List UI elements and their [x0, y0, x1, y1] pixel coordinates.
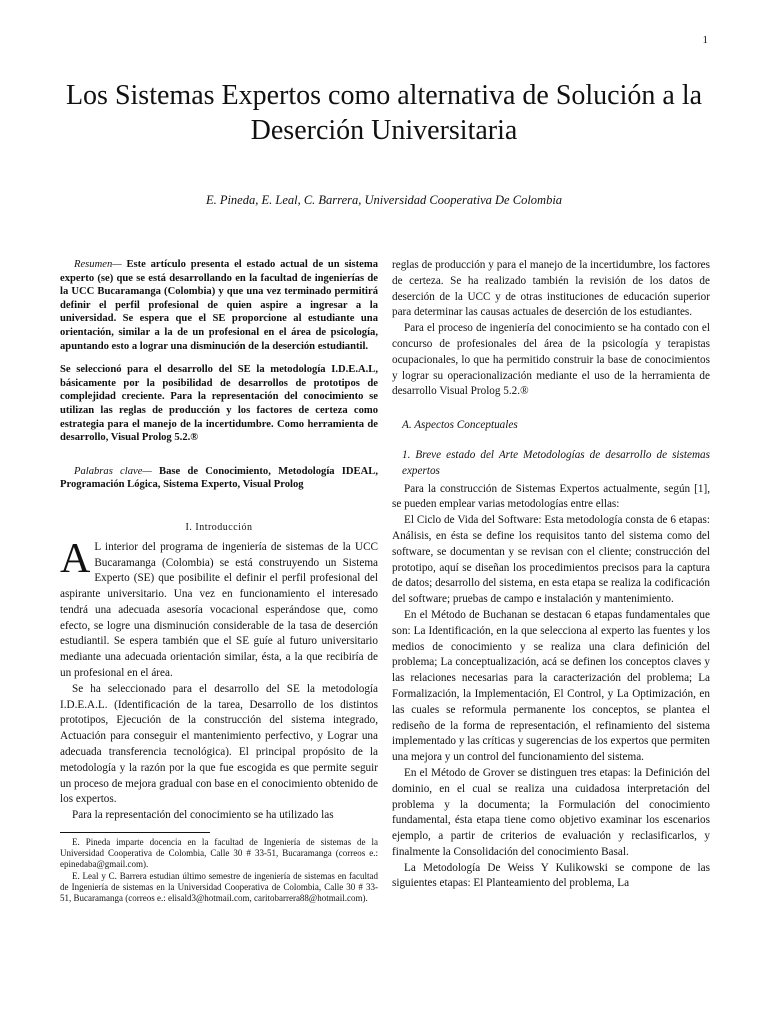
subsubsection-heading-1: 1. Breve estado del Arte Metodologías de desarrollo de sistemas expertos [402, 448, 710, 477]
footnote-divider [60, 832, 210, 833]
footnote-2: E. Leal y C. Barrera estudian último semestre de ingeniería de sistemas en facultad de Ingeniería de sistemas en la Universidad Cooperativa de Colombia, Calle 30 # 33-51, Bucaramanga (correos e.: elisald3@hotmail.com, caritobarrera88@hotmail.com). [60, 870, 378, 904]
abstract-lead: Resumen— [74, 259, 122, 270]
left-column [60, 258, 378, 904]
abstract [60, 258, 378, 353]
abstract-text: Este artículo presenta el estado actual de un sistema experto (se) que se está desarrollando en la facultad de ingenierías de la UCC Bucaramanga (Colombia) y que una vez terminado permitirá definir el perfil profesional de quien aspire a ingresar a la universidad. Se espera que el SE proporcione al estudiante una orientación, similar a la de un profesional en el área de psicología, apuntando esto a lograr una disminución de la deserción estudiantil. [60, 259, 378, 352]
paper-title: Los Sistemas Expertos como alternativa de Solución a la Deserción Universitaria [65, 80, 703, 146]
intro-paragraph-3: Para la representación del conocimiento se ha utilizado las [72, 809, 334, 822]
right-paragraph-5: En el Método de Buchanan se destacan 6 etapas fundamentales que son: La Identificación, en la que selecciona al experto las fuentes y los medios de conocimiento y se realiza una clara definición del problema; La conceptualización, acá se definen los conceptos claves y las relaciones necesarias para la caracterización del problema; La Formalización, la Implementación, El Control, y La Optimización, en las cuales se reformula permanente los conceptos, se plantea el rediseño de la forma de representación, el refinamiento del sistema implementado y las críticas y sugerencias de los expertos que permiten una mejora y un control del funcionamiento del sistema. [392, 608, 710, 764]
right-paragraph-4: El Ciclo de Vida del Software: Esta metodología consta de 6 etapas: Análisis, en ésta se define los requisitos tanto del sistema como del software, se documentan y se revisan con el cliente; construcción del prototipo, aquí se diseñan los procedimientos precisos para la captura de datos; desarrollo del sistema, en esta etapa se realiza la codificación del software; pruebas de campo e instalación y mantenimiento. [392, 514, 710, 606]
abstract-paragraph-2: Se seleccionó para el desarrollo del SE la metodología I.D.E.A.L, básicamente por la posibilidad de desarrollos de prototipos de complejidad creciente. Para la representación del conocimiento se utilizan las reglas de producción y los factores de certeza como estrategia para el manejo de la incertidumbre. Como herramienta de desarrollo, Visual Prolog 5.2.® [60, 364, 378, 444]
drop-cap: A [60, 535, 91, 582]
intro-paragraph-2: Se ha seleccionado para el desarrollo del SE la metodología I.D.E.A.L. (Identificación de la tarea, Desarrollo de los distintos prototipos, Ejecución de la construcción del sistema integrado, Actuación para conseguir el mantenimiento perfectivo, y Lograr una adecuada transferencia tecnológica). El principal propósito de la metodología y la razón por la que fue escogida es que permite seguir un proceso de mejora gradual con base en el conocimiento obtenido de los expertos. [60, 682, 378, 806]
keywords-lead: Palabras clave— [74, 465, 152, 477]
right-paragraph-3: Para la construcción de Sistemas Expertos actualmente, según [1], se pueden emplear varias metodologías entre ellas: [392, 482, 710, 511]
right-paragraph-7: La Metodología De Weiss Y Kulikowski se compone de las siguientes etapas: El Planteamiento del problema, La [392, 861, 710, 890]
keywords-text: Base de Conocimiento, Metodología IDEAL, Programación Lógica, Sistema Experto, Visual Prolog [60, 465, 378, 491]
author-line: E. Pineda, E. Leal, C. Barrera, Universidad Cooperativa De Colombia [205, 193, 563, 207]
subsection-heading-a: A. Aspectos Conceptuales [402, 419, 518, 432]
footnote-1: E. Pineda imparte docencia en la facultad de Ingeniería de sistemas de la Universidad Cooperativa de Colombia, Calle 30 # 33-51, Bucaramanga (correos e.: epinedaba@gmail.com). [60, 837, 378, 870]
right-column [392, 258, 710, 892]
right-paragraph-6: En el Método de Grover se distinguen tres etapas: la Definición del dominio, en el cual se realiza una cuidadosa interpretación del problema y la documenta; la Formulación del conocimiento fundamental, ésta etapa tiene como objetivo examinar los escenarios ejemplo, a partir de criterios de evaluación y reclasificarlos, y finalmente la Consolidación del conocimiento Basal. [392, 766, 710, 858]
keywords [60, 465, 378, 492]
right-paragraph-1: reglas de producción y para el manejo de la incertidumbre, los factores de certeza. Se ha realizado también la revisión de los datos de deserción de la UCC y de otras instituciones de educación superior para determinar las causas actuales de deserción de los estudiantes. [392, 259, 710, 319]
intro-paragraph-1 [60, 535, 378, 682]
intro-paragraph-1-text: L interior del programa de ingeniería de sistemas de la UCC Bucaramanga (Colombia) se está construyendo un Sistema Experto (SE) que posibilite el definir el perfil profesional del aspirante universitario. Una vez en funcionamiento el interesado tendrá una adecuada asesoría vocacional esperándose que, como efecto, se logre una disminución considerable de la tasa de deserción estudiantil. Se espera también que el SE guíe al futuro universitario mediante una adecuada orientación similar, ésta, a la que recibiría de un profesional en el área. [60, 540, 378, 680]
right-paragraph-2: Para el proceso de ingeniería del conocimiento se ha contado con el concurso de profesionales del área de la psicología y terapistas ocupacionales, lo que ha permitido construir la base de conocimientos y lograr su operacionalización mediante el uso de la herramienta de desarrollo Visual Prolog 5.2.® [392, 322, 710, 398]
page-number: 1 [702, 34, 708, 46]
section-heading-introduction: I. Introducción [185, 521, 253, 533]
